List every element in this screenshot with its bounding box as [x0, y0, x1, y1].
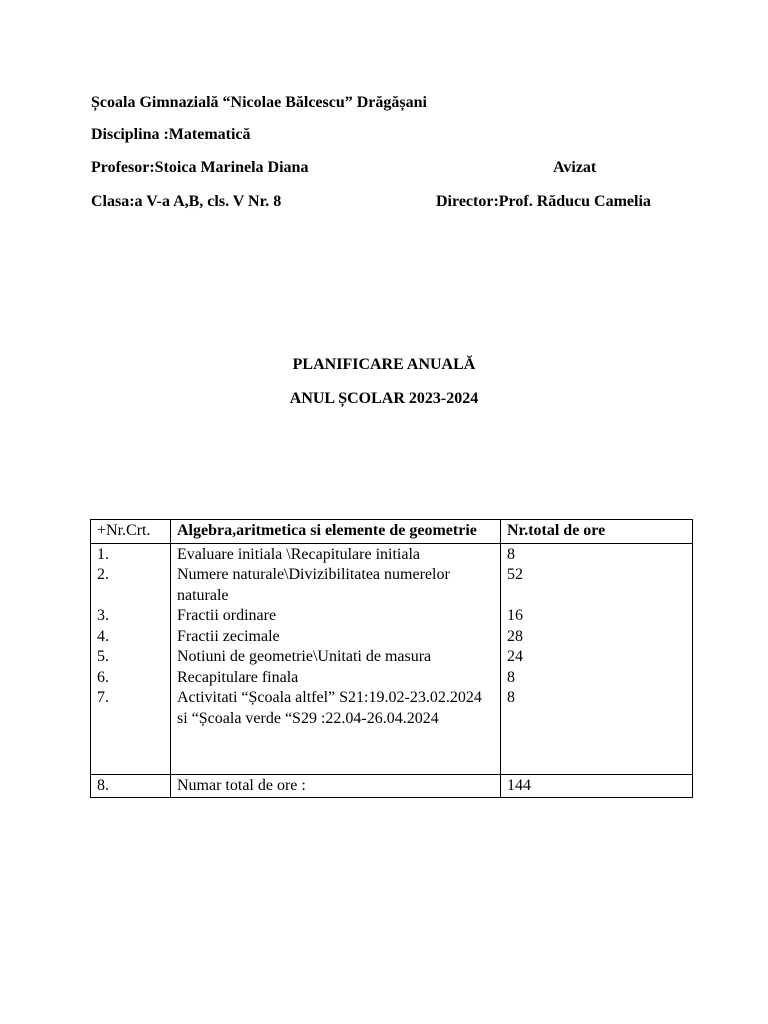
total-label: Numar total de ore :	[171, 774, 501, 798]
planning-table	[90, 519, 693, 798]
row-hours: 24	[507, 648, 523, 665]
row-nr: 4.	[97, 627, 109, 645]
row-nr: 5.	[97, 648, 109, 665]
row-hours: 16	[507, 607, 523, 624]
row-nr: 3.	[97, 607, 109, 624]
row-topic: Fractii ordinare	[177, 607, 277, 624]
row-hours: 8	[507, 668, 515, 686]
director: Director:Prof. Răducu Camelia	[436, 193, 651, 210]
approved-label: Avizat	[553, 159, 597, 176]
header-hours: Nr.total de ore	[501, 520, 693, 544]
row-nr: 2.	[97, 566, 109, 583]
row-topic: Activitati “Școala altfel” S21:19.02-23.02.2024 si “Școala verde “S29 :22.04-26.04.2024	[177, 689, 482, 727]
discipline: Disciplina :Matematică	[91, 126, 251, 143]
row-topic: Numere naturale\Divizibilitatea numerelor naturale	[177, 566, 450, 604]
header-nr: +Nr.Crt.	[91, 520, 171, 544]
row-hours: 52	[507, 566, 523, 583]
row-hours: 8	[507, 689, 515, 706]
row-topic: Notiuni de geometrie\Unitati de masura	[177, 648, 432, 665]
table-row	[91, 543, 693, 774]
class-info: Clasa:a V-a A,B, cls. V Nr. 8	[91, 193, 282, 210]
row-nr: 7.	[97, 689, 109, 706]
hours-column	[501, 543, 693, 774]
table-header-row	[91, 520, 693, 544]
row-nr: 1.	[97, 545, 109, 563]
teacher: Profesor:Stoica Marinela Diana	[91, 159, 309, 176]
school-name: Școala Gimnazială “Nicolae Bălcescu” Drăgășani	[91, 94, 427, 111]
row-topic: Evaluare initiala \Recapitulare initiala	[177, 545, 420, 563]
total-nr: 8.	[91, 774, 171, 798]
row-topic: Fractii zecimale	[177, 627, 280, 645]
row-hours: 28	[507, 627, 523, 645]
header-topic: Algebra,aritmetica si elemente de geometrie	[171, 520, 501, 544]
row-hours: 8	[507, 545, 515, 563]
total-hours: 144	[501, 774, 693, 798]
total-row	[91, 774, 693, 798]
row-topic: Recapitulare finala	[177, 668, 299, 686]
topic-column	[171, 543, 501, 774]
document-title: PLANIFICARE ANUALĂ	[292, 356, 476, 373]
school-year: ANUL ȘCOLAR 2023-2024	[289, 390, 479, 407]
nr-column	[91, 543, 171, 774]
row-nr: 6.	[97, 668, 109, 686]
